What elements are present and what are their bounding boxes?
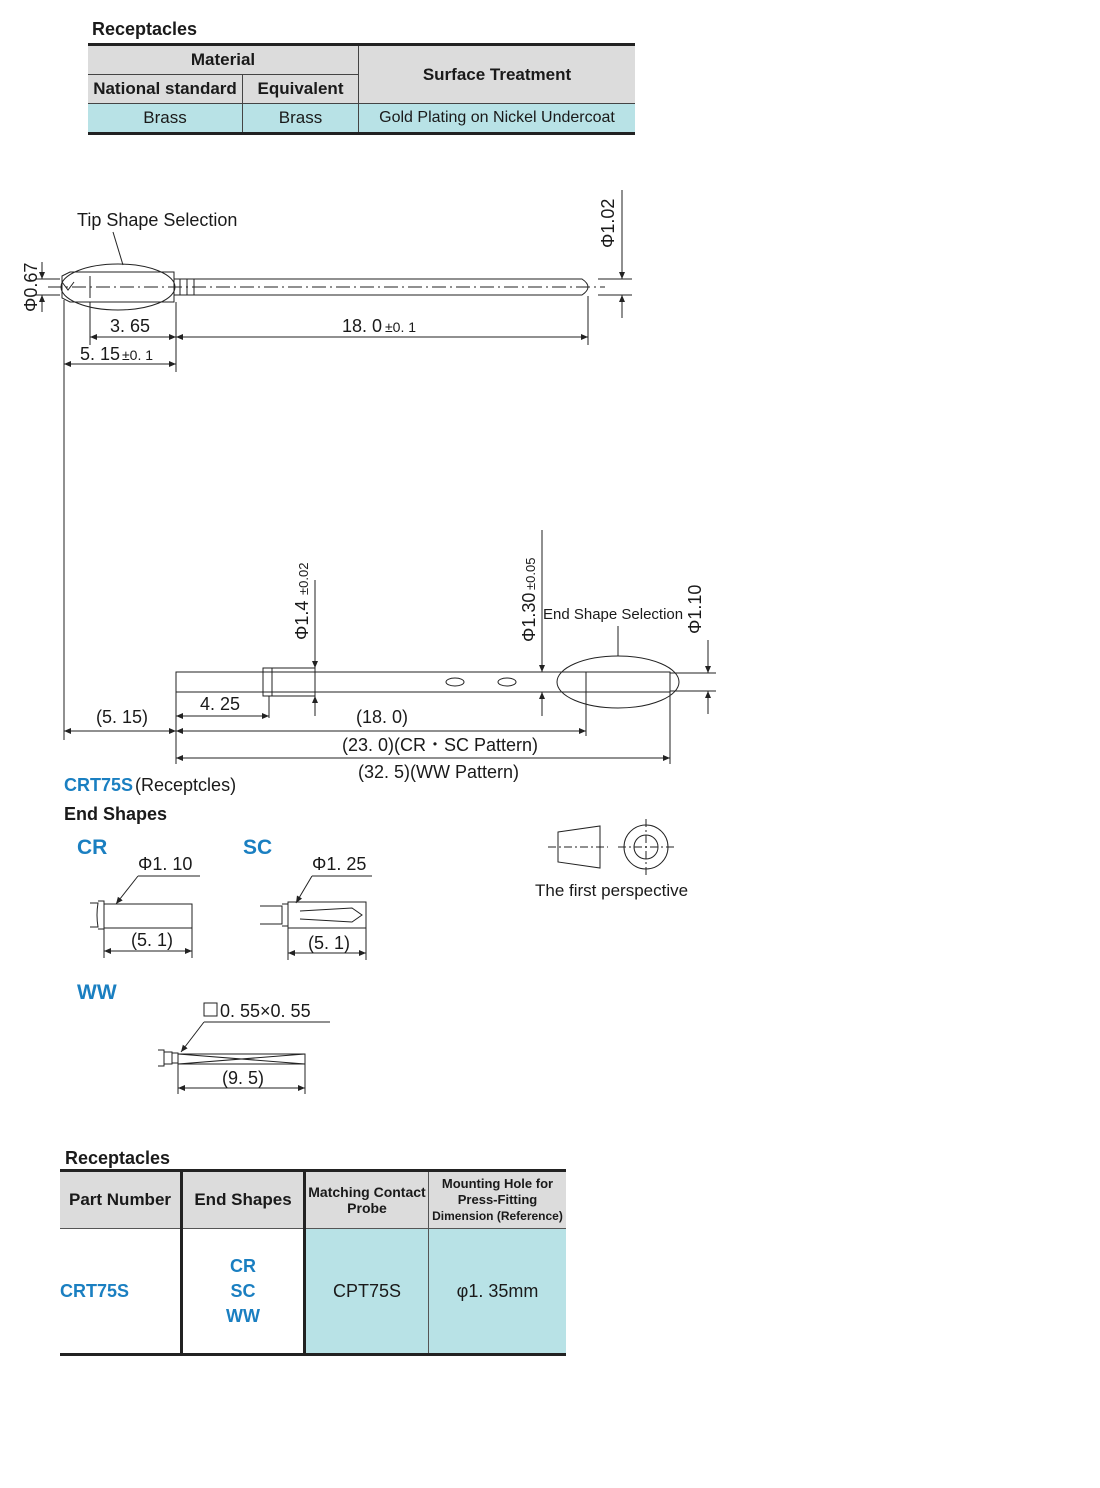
end-shape-ww: WW [226,1305,260,1326]
sc-len: (5. 1) [308,933,351,953]
cell-mounting-hole: φ1. 35mm [429,1229,567,1355]
tol-515: ±0. 1 [122,347,154,363]
end-shape-sc: SC [230,1280,256,1301]
tol-130: ±0.05 [523,557,538,590]
perspective-label: The first perspective [535,881,689,900]
dim-515-paren: (5. 15) [96,707,149,727]
cell-end-shapes [182,1229,305,1355]
header-equivalent: Equivalent [243,75,359,104]
header-probe-line-2: Probe [347,1200,387,1216]
cr-len: (5. 1) [131,930,174,950]
ww-len: (9. 5) [222,1068,265,1088]
header-probe-line-1: Matching Contact [308,1184,426,1200]
tol-14: ±0.02 [296,562,311,595]
dim-425: 4. 25 [200,694,241,714]
header-hole-line-2: Press-Fitting [457,1192,538,1207]
header-part-number: Part Number [60,1171,182,1229]
sc-label: SC [243,836,273,859]
svg-text:CRT75S(Receptcles) [64,775,236,795]
header-matching-probe [305,1171,429,1229]
dia-body-label: Φ1.02 [598,198,618,248]
dia-tip-label: Φ0.67 [21,262,41,312]
header-hole-line-3: Dimension (Reference) [432,1209,563,1223]
caption-desc: (Receptcles) [135,775,237,795]
sleeve-hole-1 [446,678,464,686]
tol-180: ±0. 1 [385,319,417,335]
end-shape [586,672,670,692]
end-shape-label: End Shape Selection [543,606,684,623]
header-surface-treatment: Surface Treatment [359,45,636,104]
tip-shape-label: Tip Shape Selection [77,210,238,230]
cell-part-number: CRT75S [60,1229,182,1355]
top-table-title: Receptacles [92,19,198,39]
receptacles-table [60,1169,566,1356]
header-mounting-hole [429,1171,567,1229]
square-symbol-icon [204,1003,217,1016]
dim-230-paren: (23. 0)(CR・SC Pattern) [342,735,539,755]
dia-130-label: Φ1.30 [519,592,539,642]
ww-sq: 0. 55×0. 55 [220,1001,311,1021]
cr-dia: Φ1. 10 [138,854,193,874]
header-material: Material [88,45,359,75]
dim-180: 18. 0 [342,316,383,336]
end-shape-ellipse [557,656,679,708]
sleeve-body [176,672,586,692]
dia-14-label: Φ1.4 [292,600,312,640]
cell-matching-probe: CPT75S [305,1229,429,1355]
cell-equivalent: Brass [243,104,359,134]
dim-365: 3. 65 [110,316,151,336]
header-end-shapes: End Shapes [182,1171,305,1229]
cr-label: CR [77,836,108,859]
first-perspective-icon [548,819,674,875]
caption-part: CRT75S [64,775,134,795]
dim-180-paren: (18. 0) [356,707,409,727]
ww-label: WW [77,981,117,1004]
end-shapes-title: End Shapes [64,804,168,824]
header-national-standard: National standard [88,75,243,104]
cell-surface: Gold Plating on Nickel Undercoat [359,104,636,134]
bottom-table-title: Receptacles [65,1148,171,1168]
end-shape-cr: CR [230,1255,256,1276]
sleeve-hole-2 [498,678,516,686]
dim-515: 5. 15 [80,344,121,364]
dia-110-label: Φ1.10 [685,584,705,634]
dim-325-paren: (32. 5)(WW Pattern) [358,762,520,782]
header-hole-line-1: Mounting Hole for [441,1176,554,1191]
sc-dia: Φ1. 25 [312,854,367,874]
cell-national: Brass [88,104,243,134]
